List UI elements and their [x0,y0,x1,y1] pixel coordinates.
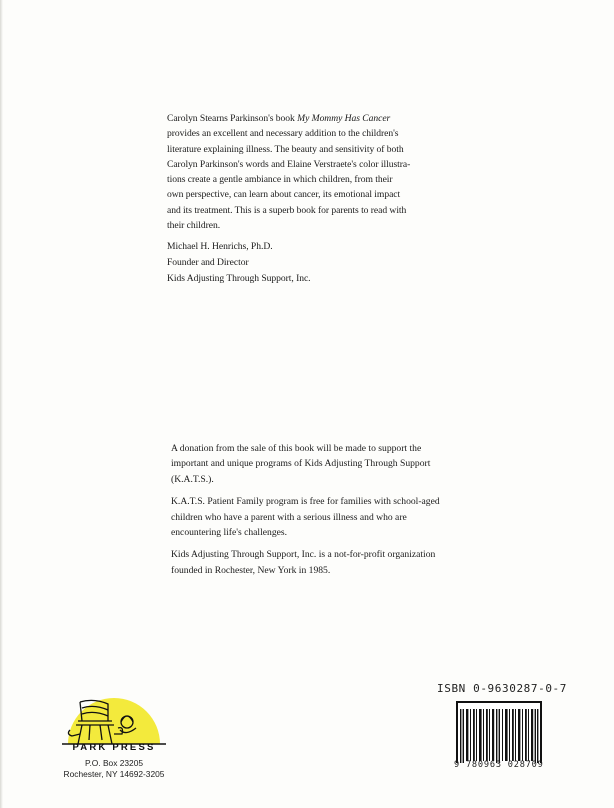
author-role: Founder and Director [167,257,249,269]
organization-line: Kids Adjusting Through Support, Inc. is a not-for-profit organization [171,549,436,561]
review-line: their children. [167,220,221,232]
address-line-2: Rochester, NY 14692-3205 [63,768,165,779]
program-line: encountering life's challenges. [171,527,288,539]
review-line: own perspective, can learn about cancer, its emotional impact [167,189,401,201]
barcode-digits: 9 780963 028709 [454,760,544,770]
review-attribution [167,239,429,287]
organization-paragraph [171,547,451,578]
publisher-address [60,758,168,779]
review-quote [167,111,429,287]
author-name: Michael H. Henrichs, Ph.D. [167,241,273,253]
program-line: K.A.T.S. Patient Family program is free for families with school-aged [171,496,440,508]
donation-paragraph [171,441,451,487]
book-title: My Mommy Has Cancer [297,113,391,124]
review-text [167,111,429,233]
page-edge-shadow [0,0,3,808]
review-line: provides an excellent and necessary addition to the children's [167,128,399,140]
program-line: children who have a parent with a serious illness and who are [171,511,407,523]
program-paragraph [171,494,451,540]
review-line: tions create a gentle ambiance in which children, from their [167,174,393,186]
donation-notice [171,441,451,585]
park-bench-sun-icon [60,690,168,746]
review-line: literature explaining illness. The beauty and sensitivity of both [167,143,404,155]
review-line: Carolyn Parkinson's words and Elaine Verstraete's color illustra- [167,158,411,170]
organization-line: founded in Rochester, New York in 1985. [171,564,331,576]
review-line: and its treatment. This is a superb book for parents to read with [167,204,407,216]
barcode [456,701,542,763]
donation-line: important and unique programs of Kids Adjusting Through Support [171,458,431,470]
donation-line: (K.A.T.S.). [171,473,214,485]
donation-line: A donation from the sale of this book will be made to support the [171,443,422,454]
author-organization: Kids Adjusting Through Support, Inc. [167,273,311,285]
review-text-start: Carolyn Stearns Parkinson's book [167,113,298,124]
isbn-label: ISBN 0-9630287-0-7 [437,682,568,695]
address-line-1: P.O. Box 23205 [84,758,144,768]
publisher-name: PARK PRESS [72,742,156,753]
